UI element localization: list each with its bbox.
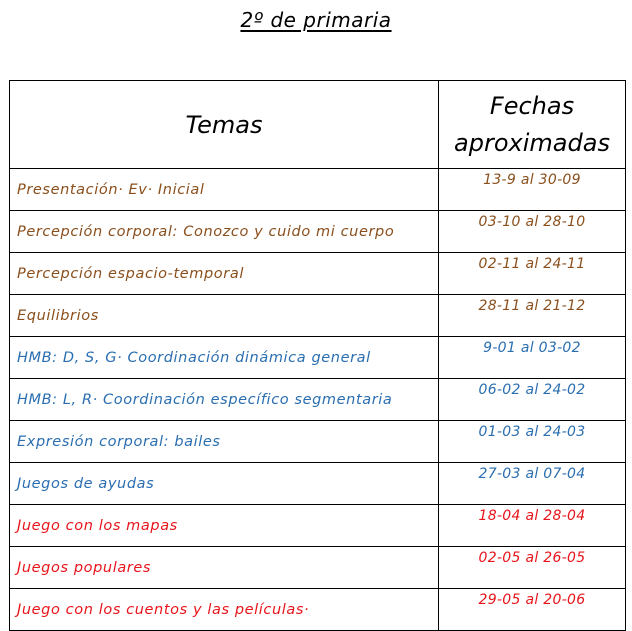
column-header-dates [439,81,626,169]
date-cell: 02-11 al 24-11 [439,253,626,295]
table-row [10,421,626,463]
table-row [10,547,626,589]
date-cell: 01-03 al 24-03 [439,421,626,463]
topic-cell: Expresión corporal: bailes [10,421,439,463]
table-row [10,379,626,421]
table-row [10,169,626,211]
date-cell: 02-05 al 26-05 [439,547,626,589]
date-cell: 9-01 al 03-02 [439,337,626,379]
topic-cell: Juego con los mapas [10,505,439,547]
table-row [10,505,626,547]
date-cell: 27-03 al 07-04 [439,463,626,505]
column-header-dates-line1: Fechas [489,91,575,120]
date-cell: 18-04 al 28-04 [439,505,626,547]
table-row [10,211,626,253]
date-cell: 29-05 al 20-06 [439,589,626,631]
table-row [10,589,626,631]
table-row [10,463,626,505]
topic-cell: Percepción espacio-temporal [10,253,439,295]
topic-cell: HMB: D, S, G· Coordinación dinámica general [10,337,439,379]
date-cell: 13-9 al 30-09 [439,169,626,211]
page-title-text: 2º de primaria [240,8,392,32]
topic-cell: Percepción corporal: Conozco y cuido mi cuerpo [10,211,439,253]
schedule-table [9,80,626,631]
topic-cell: Juegos populares [10,547,439,589]
topic-cell: Juego con los cuentos y las películas· [10,589,439,631]
table-row [10,253,626,295]
topic-cell: HMB: L, R· Coordinación específico segmentaria [10,379,439,421]
page-title [0,8,632,32]
topic-cell: Equilibrios [10,295,439,337]
date-cell: 06-02 al 24-02 [439,379,626,421]
topic-cell: Juegos de ayudas [10,463,439,505]
date-cell: 03-10 al 28-10 [439,211,626,253]
column-header-topics: Temas [10,81,439,169]
table-row [10,337,626,379]
table-row [10,295,626,337]
date-cell: 28-11 al 21-12 [439,295,626,337]
column-header-dates-line2: aproximadas [454,128,610,157]
topic-cell: Presentación· Ev· Inicial [10,169,439,211]
table-header-row [10,81,626,169]
